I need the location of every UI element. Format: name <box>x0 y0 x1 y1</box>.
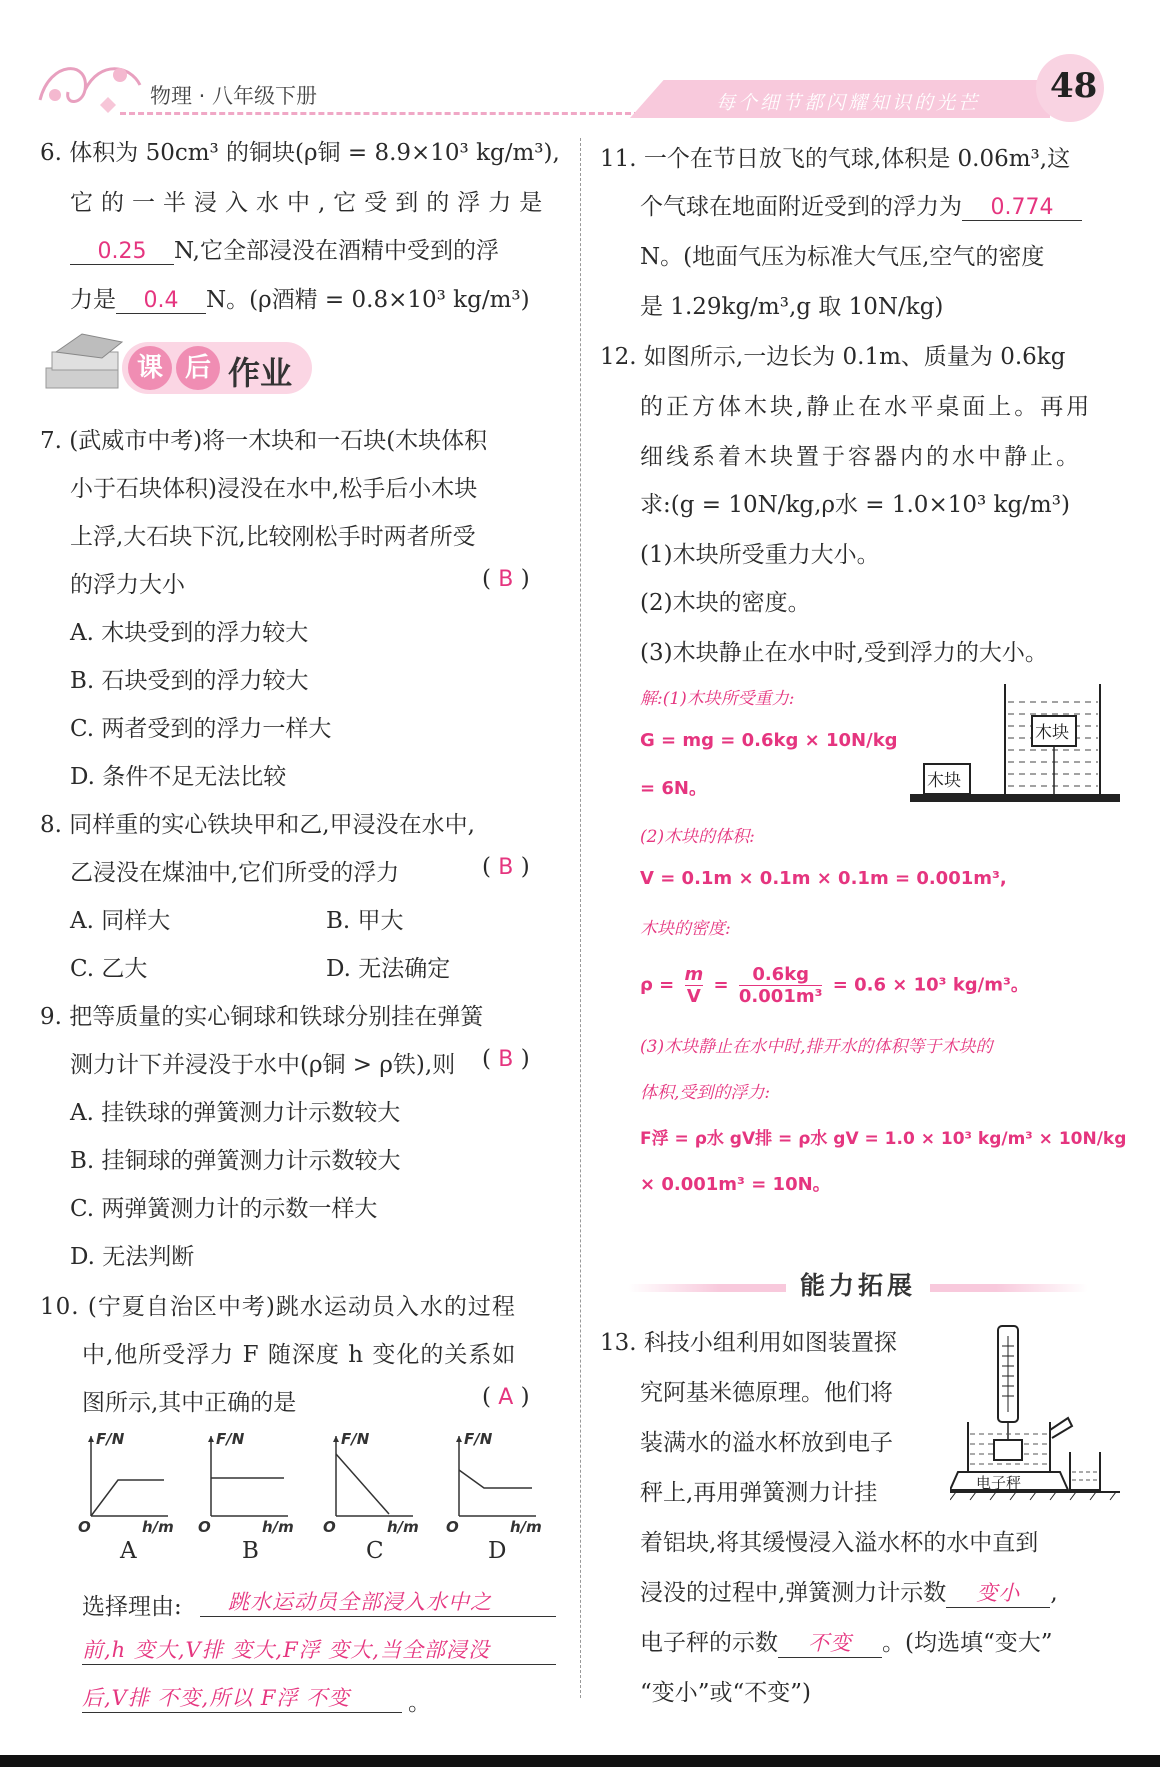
q12-solution-line: G = mg = 0.6kg × 10N/kg <box>640 730 898 751</box>
q6-line2: 它的一半浸入水中,它受到的浮力是 <box>70 190 551 216</box>
q12-solution-line: (3)木块静止在水中时,排开水的体积等于木块的 <box>640 1037 993 1057</box>
q12-sub: (1)木块所受重力大小。 <box>640 542 880 568</box>
header-divider <box>120 112 640 115</box>
q13-scale-label: 电子秤 <box>976 1474 1022 1492</box>
graph-d-origin: O <box>446 1518 459 1536</box>
q6-answer-1: 0.25 <box>70 239 174 265</box>
graph-b-ylabel: F/N <box>216 1430 245 1448</box>
q10-graphs <box>76 1426 566 1536</box>
q9-answer: ( B ) <box>482 1046 530 1072</box>
q12-solution-line: 木块的密度: <box>640 919 731 939</box>
q7-line: 7. (武威市中考)将一木块和一石块(木块体积 <box>40 428 488 454</box>
q11-line2: 个气球在地面附近受到的浮力为 <box>640 194 962 220</box>
q13-line6a: 浸没的过程中,弹簧测力计示数 <box>640 1580 947 1606</box>
extension-title: 能力拓展 <box>786 1266 930 1302</box>
q6-line4a: 力是 <box>70 287 116 313</box>
q12-line: 细线系着木块置于容器内的水中静止。 <box>640 444 1082 470</box>
graph-c-ylabel: F/N <box>341 1430 370 1448</box>
q13-line: 秤上,再用弹簧测力计挂 <box>640 1480 878 1506</box>
q9-line: 9. 把等质量的实心铜球和铁球分别挂在弹簧 <box>40 1004 484 1030</box>
graph-label-d: D <box>488 1538 507 1564</box>
q12-density-formula: ρ = $\frac{m}{V}$ = $\frac{0.6kg}{\text{0.001m³}}$ = 0.6 × 10³ kg/m³。 <box>640 964 1029 1007</box>
q9-option: A. 挂铁球的弹簧测力计示数较大 <box>70 1100 401 1126</box>
q8-answer: ( B ) <box>482 854 530 880</box>
q6-answer-2: 0.4 <box>116 288 206 314</box>
q7-option: B. 石块受到的浮力较大 <box>70 668 309 694</box>
graph-d <box>446 1430 542 1536</box>
q9-option: B. 挂铜球的弹簧测力计示数较大 <box>70 1148 401 1174</box>
graph-d-xlabel: h/m <box>510 1518 542 1536</box>
graph-label-c: C <box>366 1538 384 1564</box>
graph-c-xlabel: h/m <box>387 1518 419 1536</box>
column-divider <box>580 138 581 1698</box>
q11-line1: 11. 一个在节日放飞的气球,体积是 0.06m³,这 <box>600 146 1071 172</box>
homework-prefix-1: 课 <box>128 346 172 390</box>
q8-option: D. 无法确定 <box>326 956 451 982</box>
q12-solution-line: F浮 = ρ水 gV排 = ρ水 gV = 1.0 × 10³ kg/m³ × 10N/kg <box>640 1129 1127 1149</box>
q10-reason-line: 后,V排 不变,所以 F浮 不变 <box>82 1682 402 1713</box>
graph-d-ylabel: F/N <box>464 1430 493 1448</box>
graph-a-origin: O <box>78 1518 91 1536</box>
q12-block-label-outside: 木块 <box>927 771 961 791</box>
q7-line: 的浮力大小 <box>70 572 185 598</box>
q12-line: 的正方体木块,静止在水平桌面上。再用 <box>640 394 1093 420</box>
q12-block-label-inside: 木块 <box>1035 723 1069 743</box>
homework-prefix-2: 后 <box>176 346 220 390</box>
q12-sub: (3)木块静止在水中时,受到浮力的大小。 <box>640 640 1048 666</box>
q12-solution-line: 解:(1)木块所受重力: <box>640 689 795 709</box>
q8-line: 8. 同样重的实心铁块甲和乙,甲浸没在水中, <box>40 812 475 838</box>
q10-reason-end: 。 <box>408 1690 431 1716</box>
graph-b-xlabel: h/m <box>262 1518 294 1536</box>
q6-line3: N,它全部浸没在酒精中受到的浮 <box>174 238 499 264</box>
q12-fraction-numerator: 0.6kg <box>739 964 823 986</box>
q9-option: C. 两弹簧测力计的示数一样大 <box>70 1196 378 1222</box>
q7-option: C. 两者受到的浮力一样大 <box>70 716 332 742</box>
q8-option: A. 同样大 <box>70 908 171 934</box>
q12-line: 12. 如图所示,一边长为 0.1m、质量为 0.6kg <box>600 344 1066 370</box>
q12-solution-line: = 6N。 <box>640 778 707 799</box>
header-slogan: 每个细节都闪耀知识的光芒 <box>716 92 981 114</box>
q7-answer: ( B ) <box>482 566 530 592</box>
q7-line: 上浮,大石块下沉,比较刚松手时两者所受 <box>70 524 476 550</box>
q12-diagram <box>910 680 1124 810</box>
q12-fraction-denominator: 0.001m³ <box>738 986 823 1007</box>
page-number: 48 <box>1050 66 1098 106</box>
q9-option: D. 无法判断 <box>70 1244 195 1270</box>
q10-reason-line: 前,h 变大,V排 变大,F浮 变大,当全部浸没 <box>82 1634 556 1665</box>
q8-option: C. 乙大 <box>70 956 148 982</box>
header-subject: 物理 · 八年级下册 <box>150 84 318 108</box>
graph-b-origin: O <box>198 1518 211 1536</box>
graph-c-origin: O <box>323 1518 336 1536</box>
bottom-bar <box>0 1755 1160 1767</box>
q11-answer: 0.774 <box>962 195 1082 221</box>
q11-line3: N。(地面气压为标准大气压,空气的密度 <box>640 244 1045 270</box>
q13-apparatus <box>950 1322 1126 1512</box>
q10-reason-line: 跳水运动员全部浸入水中之 <box>200 1586 556 1617</box>
graph-c <box>323 1430 419 1536</box>
q8-line: 乙浸没在煤油中,它们所受的浮力 <box>70 860 400 886</box>
q13-answer-1: 变小 <box>946 1577 1050 1608</box>
q10-line: 图所示,其中正确的是 <box>82 1390 297 1416</box>
q10-line: 中,他所受浮力 F 随深度 h 变化的关系如 <box>82 1342 517 1368</box>
q6-line4b: N。(ρ酒精 = 0.8×10³ kg/m³) <box>206 287 530 313</box>
q7-option: A. 木块受到的浮力较大 <box>70 620 309 646</box>
q9-line: 测力计下并浸没于水中(ρ铜 > ρ铁),则 <box>70 1052 456 1078</box>
q13-line6b: , <box>1050 1580 1058 1606</box>
q13-line8: “变小”或“不变”) <box>640 1680 812 1706</box>
flourish-icon <box>30 50 150 120</box>
q10-answer: ( A ) <box>482 1384 530 1410</box>
graph-label-a: A <box>120 1538 137 1564</box>
q13-line: 着铝块,将其缓慢浸入溢水杯的水中直到 <box>640 1530 1039 1556</box>
q12-solution-line: 体积,受到的浮力: <box>640 1083 771 1103</box>
q13-answer-2: 不变 <box>778 1627 882 1658</box>
q13-line: 装满水的溢水杯放到电子 <box>640 1430 893 1456</box>
q13-line: 13. 科技小组利用如图装置探 <box>600 1330 897 1356</box>
q10-line: 10. (宁夏自治区中考)跳水运动员入水的过程 <box>40 1294 516 1320</box>
q13-line: 究阿基米德原理。他们将 <box>640 1380 893 1406</box>
q12-solution-line: V = 0.1m × 0.1m × 0.1m = 0.001m³, <box>640 868 1007 889</box>
q6-line1: 6. 体积为 50cm³ 的铜块(ρ铜 = 8.9×10³ kg/m³), <box>40 140 560 166</box>
book-stack-icon <box>42 328 127 396</box>
graph-a-xlabel: h/m <box>142 1518 174 1536</box>
q10-reason-label: 选择理由: <box>82 1594 182 1620</box>
q7-line: 小于石块体积)浸没在水中,松手后小木块 <box>70 476 478 502</box>
graph-a-ylabel: F/N <box>96 1430 125 1448</box>
q12-line: 求:(g = 10N/kg,ρ水 = 1.0×10³ kg/m³) <box>640 492 1070 518</box>
graph-label-b: B <box>242 1538 259 1564</box>
q13-line7b: 。(均选填“变大” <box>882 1630 1053 1656</box>
q7-option: D. 条件不足无法比较 <box>70 764 287 790</box>
q13-line7a: 电子秤的示数 <box>640 1630 778 1656</box>
q12-solution-line: × 0.001m³ = 10N。 <box>640 1174 831 1195</box>
q12-sub: (2)木块的密度。 <box>640 590 811 616</box>
graph-b <box>198 1430 294 1536</box>
q11-line4: 是 1.29kg/m³,g 取 10N/kg) <box>640 294 944 320</box>
graph-a <box>78 1430 174 1536</box>
q12-solution-line: (2)木块的体积: <box>640 827 755 847</box>
homework-title: 作业 <box>228 354 293 392</box>
q8-option: B. 甲大 <box>326 908 404 934</box>
